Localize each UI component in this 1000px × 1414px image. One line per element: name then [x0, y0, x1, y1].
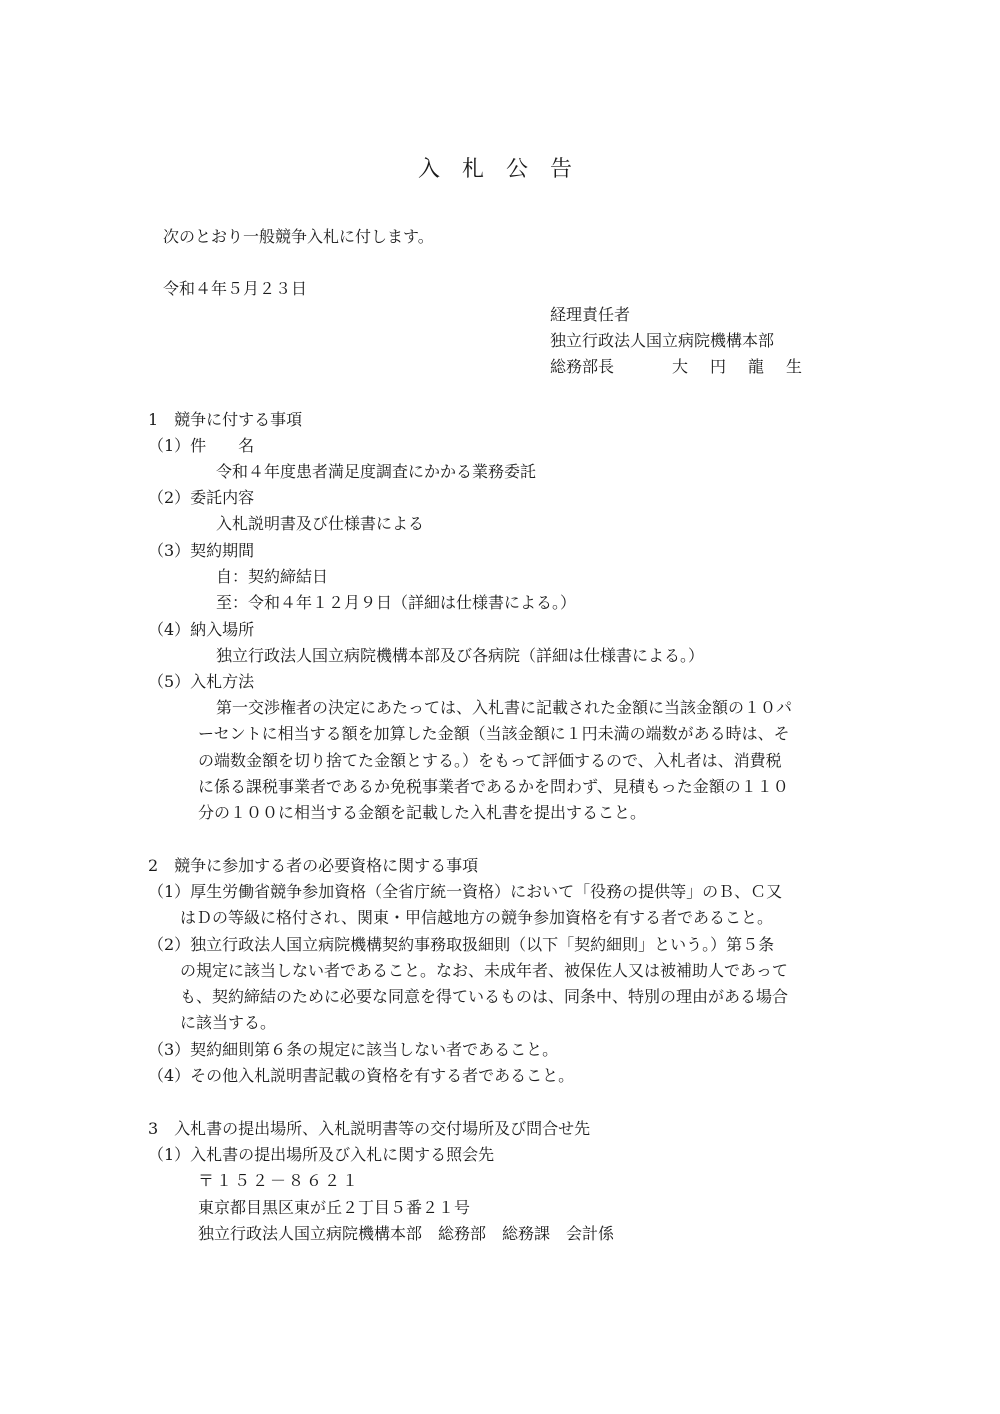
- title-char: 公: [506, 157, 529, 182]
- issuer-org: 独立行政法人国立病院機構本部: [550, 331, 775, 350]
- item-1-5-line: ーセントに相当する額を加算した金額（当該金額に１円未満の端数がある時は、そ: [198, 724, 790, 743]
- issuer-name: 大 円 龍 生: [672, 357, 806, 376]
- issuer-position: 総務部長: [550, 357, 615, 376]
- section-3-heading: 3 入札書の提出場所、入札説明書等の交付場所及び問合せ先: [148, 1119, 591, 1138]
- item-1-3-from: 自：契約締結日: [216, 567, 329, 586]
- section-2-heading: 2 競争に参加する者の必要資格に関する事項: [148, 856, 479, 875]
- intro-text: 次のとおり一般競争入札に付します。: [163, 227, 434, 246]
- item-1-5-label: （5）入札方法: [148, 672, 255, 691]
- document-title: [418, 157, 594, 182]
- notice-date: 令和４年５月２３日: [163, 279, 308, 298]
- item-1-5-line: に係る課税事業者であるか免税事業者であるかを問わず、見積もった金額の１１０: [198, 777, 789, 796]
- item-2-1-line: （1）厚生労働省競争参加資格（全省庁統一資格）において「役務の提供等」のＢ、Ｃ又: [148, 882, 783, 901]
- address: 東京都目黒区東が丘２丁目５番２１号: [198, 1198, 471, 1217]
- item-1-1-label: （1）件 名: [148, 436, 255, 455]
- item-1-3-label: （3）契約期間: [148, 541, 255, 560]
- item-1-3-to: 至：令和４年１２月９日（詳細は仕様書による。）: [216, 593, 577, 612]
- item-2-1-line: はＤの等級に格付され、関東・甲信越地方の競争参加資格を有する者であること。: [180, 908, 773, 927]
- item-2-2-line: も、契約締結のために必要な同意を得ているものは、同条中、特別の理由がある場合: [180, 987, 789, 1006]
- item-1-1-text: 令和４年度患者満足度調査にかかる業務委託: [216, 462, 537, 481]
- postal-code: 〒１５２－８６２１: [198, 1171, 361, 1190]
- item-1-2-label: （2）委託内容: [148, 488, 255, 507]
- item-1-4-label: （4）納入場所: [148, 620, 255, 639]
- item-1-4-text: 独立行政法人国立病院機構本部及び各病院（詳細は仕様書による。）: [216, 646, 705, 665]
- item-1-5-line: の端数金額を切り捨てた金額とする。）をもって評価するので、入札者は、消費税: [198, 751, 782, 770]
- item-2-2-line: に該当する。: [180, 1013, 277, 1032]
- item-2-2-line: （2）独立行政法人国立病院機構契約事務取扱細則（以下「契約細則」という。）第５条: [148, 935, 775, 954]
- item-2-4: （4）その他入札説明書記載の資格を有する者であること。: [148, 1066, 575, 1085]
- item-1-5-line: 分の１００に相当する金額を記載した入札書を提出すること。: [198, 803, 647, 822]
- item-3-1-label: （1）入札書の提出場所及び入札に関する照会先: [148, 1145, 495, 1164]
- item-1-5-line: 第一交渉権者の決定にあたっては、入札書に記載された金額に当該金額の１０パ: [216, 698, 793, 717]
- office-name: 独立行政法人国立病院機構本部 総務部 総務課 会計係: [198, 1224, 615, 1243]
- item-2-3: （3）契約細則第６条の規定に該当しない者であること。: [148, 1040, 559, 1059]
- section-1-heading: 1 競争に付する事項: [148, 410, 303, 429]
- item-2-2-line: の規定に該当しない者であること。なお、未成年者、被保佐人又は被補助人であって: [180, 961, 788, 980]
- issuer-role: 経理責任者: [550, 305, 631, 324]
- title-char: 札: [462, 157, 485, 182]
- title-char: 告: [550, 157, 573, 182]
- title-char: 入: [418, 157, 441, 182]
- item-1-2-text: 入札説明書及び仕様書による: [216, 514, 425, 533]
